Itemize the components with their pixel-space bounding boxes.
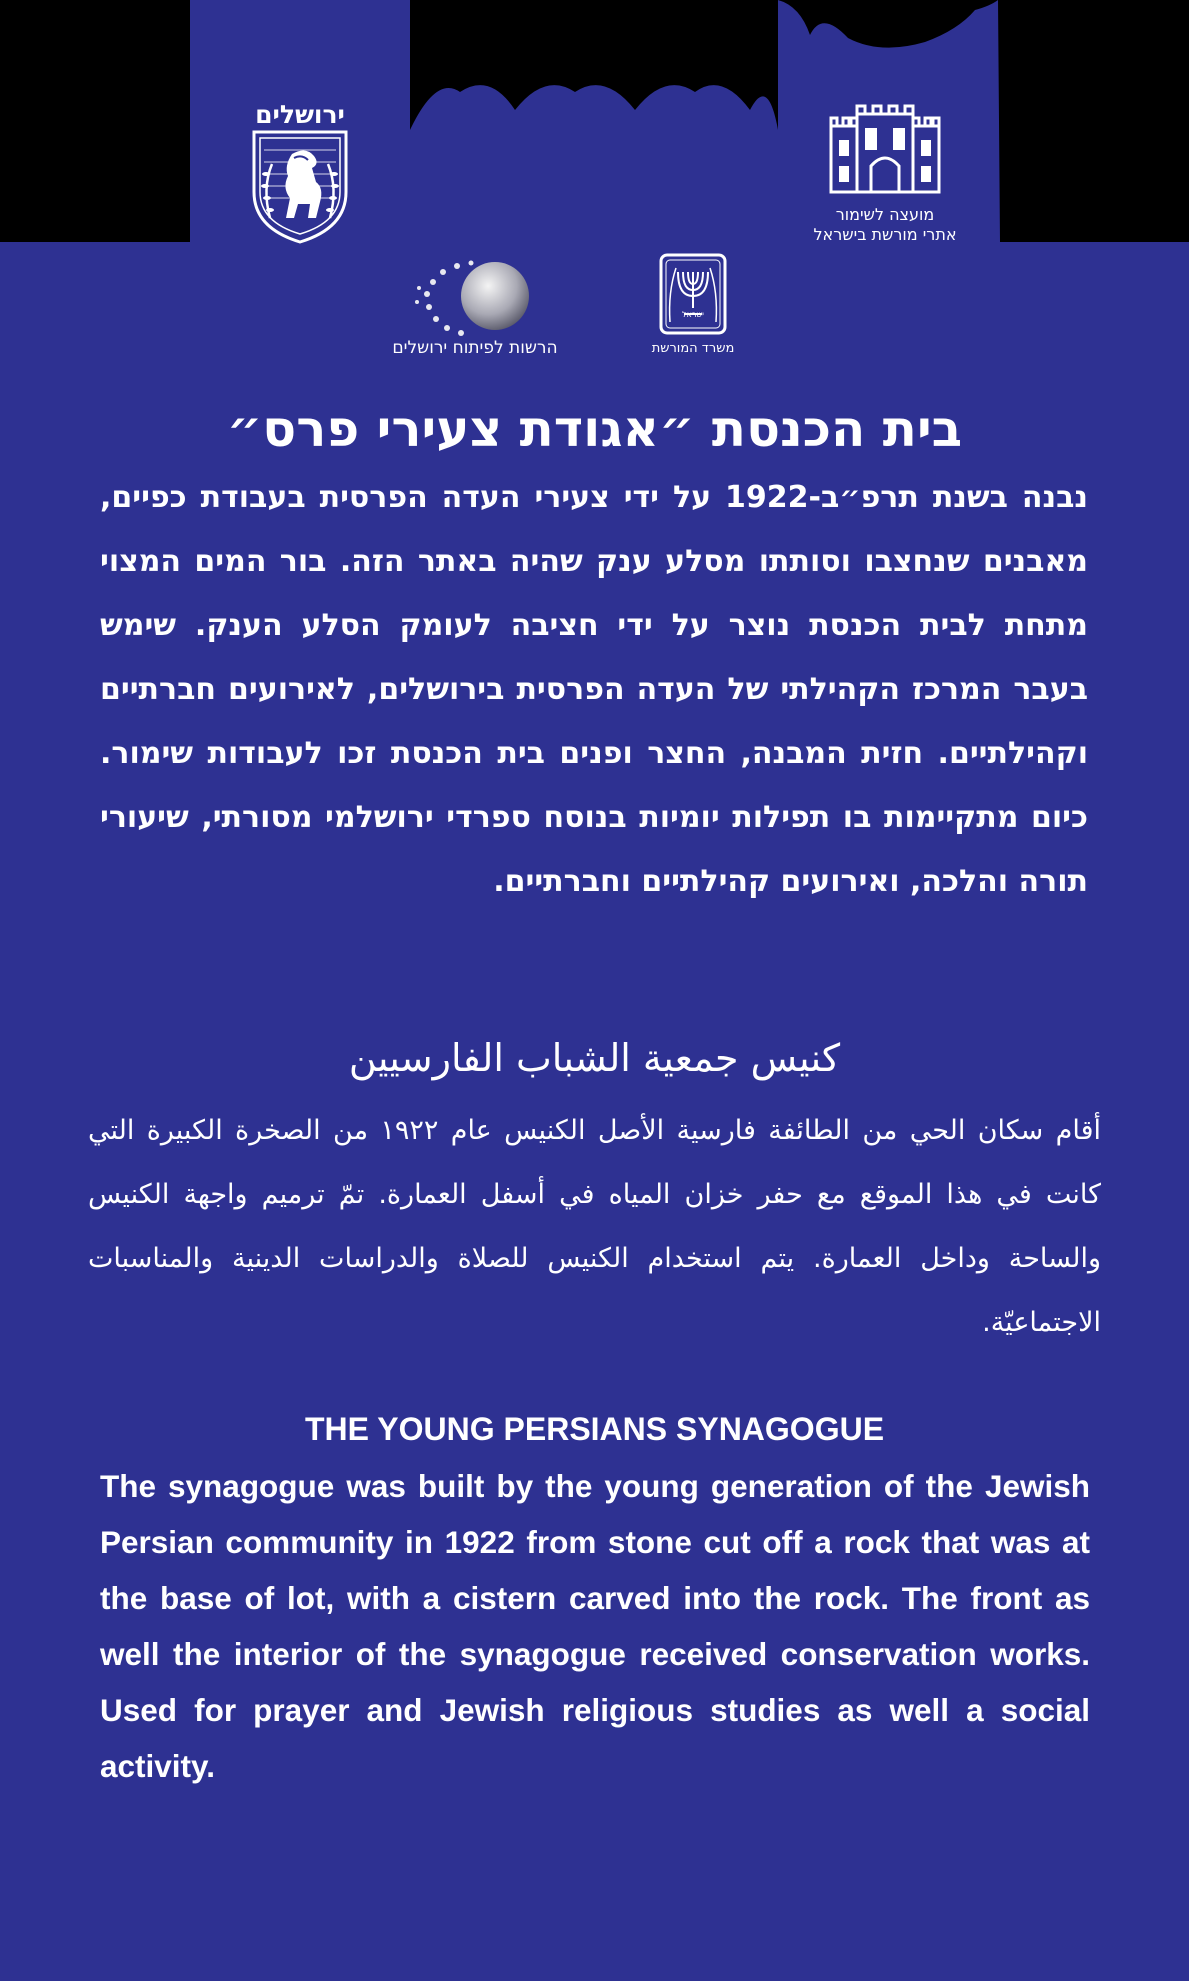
development-authority-text: הרשות לפיתוח ירושלים	[392, 338, 558, 358]
development-authority-logo	[380, 258, 570, 360]
heritage-council-logo	[805, 100, 965, 250]
heritage-council-line1: מועצה לשימור	[835, 205, 935, 224]
dotted-globe-icon	[405, 258, 545, 338]
heritage-ministry-logo	[648, 252, 738, 360]
heritage-council-line2: אתרי מורשת בישראל	[813, 225, 957, 244]
arabic-body: أقام سكان الحي من الطائفة فارسية الأصل الكنيس عام ١٩٢٢ من الصخرة الكبيرة التي كانت في هذا الموقع مع حفر خزان المياه في أسفل العمارة. تمّ ترميم واجهة الكنيس والساحة وداخل العمارة. يتم استخدام الكنيس للصلاة والدراسات الدينية والمناسبات الاجتماعيّة.	[88, 1115, 1101, 1338]
lion-shield-icon	[250, 128, 350, 244]
jerusalem-logo-text: ירושלים	[255, 100, 345, 129]
hebrew-body: נבנה בשנת תרפ״ב-1922 על ידי צעירי העדה הפרסית בעבודת כפיים, מאבנים שנחצבו וסותתו מסלע ענק שהיה באתר הזה. בור המים המצוי מתחת לבית הכנסת נוצר על ידי חציבה לעומק הסלע הענק. שימש בעבר המרכז הקהילתי של העדה הפרסית בירושלים, לאירועים חברתיים וקהילתיים. חזית המבנה, החצר ופנים בית הכנסת זכו לעבודות שימור. כיום מתקיימות בו תפילות יומיות בנוסח ספרדי ירושלמי מסורתי, שיעורי תורה והלכה, ואירועים קהילתיים וחברתיים.	[100, 480, 1088, 899]
english-body: The synagogue was built by the young generation of the Jewish Persian community in 1922 from stone cut off a rock that was at the base of lot, with a cistern carved into the rock. The front as well the interior of the synagogue received conservation works. Used for prayer and Jewish religious studies as well a social activity.	[100, 1468, 1090, 1784]
heritage-ministry-emblem-text: ישראל	[682, 310, 704, 319]
jerusalem-logo	[240, 100, 360, 245]
english-title: THE YOUNG PERSIANS SYNAGOGUE	[304, 1411, 885, 1447]
fortress-gate-icon	[827, 100, 943, 196]
heritage-ministry-text: משרד המורשת	[651, 341, 735, 356]
arabic-title: كنيس جمعية الشباب الفارسيين	[348, 1036, 841, 1080]
hebrew-title: בית הכנסת ״אגודת צעירי פרס״	[226, 400, 963, 458]
menorah-emblem-icon	[658, 252, 728, 336]
